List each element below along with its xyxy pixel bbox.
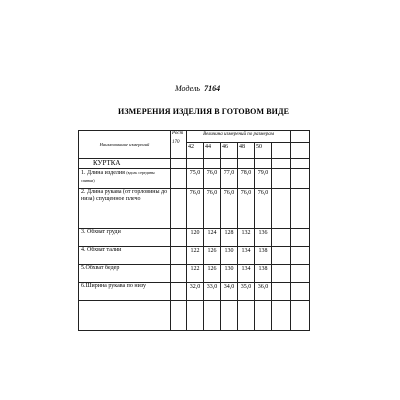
table-row <box>79 247 310 265</box>
value-cell: 76,0 <box>204 169 221 189</box>
empty-cell <box>272 189 291 229</box>
empty-cell <box>272 265 291 283</box>
section-row <box>79 159 310 169</box>
model-line <box>175 84 220 93</box>
measurements-table <box>78 130 310 331</box>
value-cell: 136 <box>255 229 272 247</box>
empty-cell <box>204 159 221 169</box>
value-cell: 130 <box>221 247 238 265</box>
value-cell: 75,0 <box>187 169 204 189</box>
empty-cell <box>187 159 204 169</box>
size-cell: 48 <box>238 143 255 159</box>
empty-cell <box>79 301 171 331</box>
empty-cell <box>272 169 291 189</box>
height-column-header <box>171 131 187 159</box>
sizes-group-header: Величина измерений по размерам <box>187 131 291 143</box>
empty-cell <box>204 301 221 331</box>
row-label-note: (вдоль середины спинки) <box>81 170 155 183</box>
blank-row <box>79 301 310 331</box>
document-title: ИЗМЕРЕНИЯ ИЗДЕЛИЯ В ГОТОВОМ ВИДЕ <box>118 107 290 116</box>
value-cell: 76,0 <box>187 189 204 229</box>
empty-cell <box>238 301 255 331</box>
row-label-text: 1. Длина изделия <box>81 170 125 176</box>
value-cell: 76,0 <box>255 189 272 229</box>
value-cell: 36,0 <box>255 283 272 301</box>
empty-cell <box>272 143 291 159</box>
empty-cell <box>291 229 310 247</box>
table-row <box>79 283 310 301</box>
value-cell: 134 <box>238 265 255 283</box>
empty-cell <box>171 265 187 283</box>
value-cell: 138 <box>255 247 272 265</box>
empty-cell <box>238 159 255 169</box>
table-row <box>79 265 310 283</box>
empty-cell <box>272 247 291 265</box>
empty-cell <box>171 283 187 301</box>
value-cell: 130 <box>221 265 238 283</box>
value-cell: 128 <box>221 229 238 247</box>
model-label: Модель <box>175 84 201 93</box>
row-label: 4. Обхват талии <box>79 247 171 265</box>
table-row <box>79 189 310 229</box>
value-cell: 124 <box>204 229 221 247</box>
value-cell: 78,0 <box>238 169 255 189</box>
empty-cell <box>255 159 272 169</box>
empty-cell <box>291 189 310 229</box>
value-cell: 34,0 <box>221 283 238 301</box>
value-cell: 126 <box>204 247 221 265</box>
empty-cell <box>171 229 187 247</box>
empty-cell <box>187 301 204 331</box>
row-label <box>79 169 171 189</box>
value-cell: 77,0 <box>221 169 238 189</box>
value-cell: 122 <box>187 265 204 283</box>
empty-cell <box>291 143 310 159</box>
model-number: 7164 <box>204 84 221 93</box>
empty-cell <box>171 159 187 169</box>
value-cell: 134 <box>238 247 255 265</box>
empty-cell <box>291 265 310 283</box>
value-cell: 33,0 <box>204 283 221 301</box>
section-title: КУРТКА <box>79 159 171 169</box>
value-cell: 35,0 <box>238 283 255 301</box>
value-cell: 126 <box>204 265 221 283</box>
height-value: 170 <box>172 140 180 145</box>
value-cell: 120 <box>187 229 204 247</box>
empty-cell <box>291 159 310 169</box>
empty-cell <box>171 189 187 229</box>
row-label: 5.Обхват бедер <box>79 265 171 283</box>
empty-cell <box>291 169 310 189</box>
table-row <box>79 169 310 189</box>
value-cell: 76,0 <box>221 189 238 229</box>
size-cell: 50 <box>255 143 272 159</box>
value-cell: 32,0 <box>187 283 204 301</box>
value-cell: 76,0 <box>204 189 221 229</box>
value-cell: 138 <box>255 265 272 283</box>
empty-cell <box>255 301 272 331</box>
size-cell: 42 <box>187 143 204 159</box>
empty-cell <box>272 301 291 331</box>
row-label: 6.Ширина рукава по низу <box>79 283 171 301</box>
empty-cell <box>221 301 238 331</box>
empty-cell <box>272 229 291 247</box>
value-cell: 76,0 <box>238 189 255 229</box>
empty-cell <box>221 159 238 169</box>
empty-cell <box>291 131 310 143</box>
value-cell: 79,0 <box>255 169 272 189</box>
header-row <box>79 131 310 143</box>
height-label: Рост <box>172 131 184 136</box>
empty-cell <box>291 301 310 331</box>
empty-cell <box>291 247 310 265</box>
empty-cell <box>272 159 291 169</box>
row-label: 3. Обхват груди <box>79 229 171 247</box>
empty-cell <box>272 283 291 301</box>
empty-cell <box>291 283 310 301</box>
size-cell: 46 <box>221 143 238 159</box>
empty-cell <box>171 301 187 331</box>
empty-cell <box>171 169 187 189</box>
table-row <box>79 229 310 247</box>
size-cell: 44 <box>204 143 221 159</box>
empty-cell <box>171 247 187 265</box>
name-column-header: Наименование измерений <box>79 131 171 159</box>
value-cell: 122 <box>187 247 204 265</box>
value-cell: 132 <box>238 229 255 247</box>
row-label: 2. Длина рукава (от горловины до низа) спущенное плечо <box>79 189 171 229</box>
